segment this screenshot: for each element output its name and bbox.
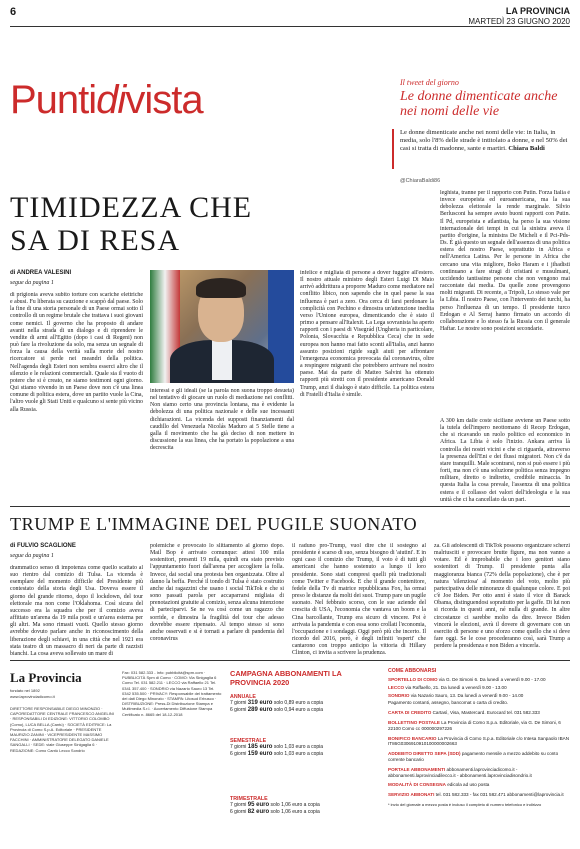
tweet-title: Le donne dimenticate anche nei nomi delle vie	[400, 89, 558, 119]
article1-byline: di ANDREA VALESINI	[10, 270, 72, 276]
article2-col3: il raduno pro-Trump, vuol dire che il sostegno al presidente è scarso di suo, senza bisogno di 'aiutini'. E in ogni caso il comizio che Trump, il voto è di tutti gli americani che hanno sostenuto a lungo il loro presidente. Sono stati compresi quelli più tradizionali come Twitter e Facebook. E che il grande contenitore, fedele della Tv di matrice repubblicana Fox, ha ormai preso le distanze da molti dei suoi. Trump pare un pugile suonato. Nel febbraio scorso, con le sue aziende del crescita di USA, l'economia che vantava un boom e la Cina barcollante, Trump era sicuro di vincere. Poi è arrivata la pandemia e con essa sono crollati l'economia, l'occupazione e i sondaggi. Oggi però più che incerto. Il ricordo del 2016, però, è degli infiniti 'esperti' che cantarono con troppo anticipo la vittoria di Hillary Clinton, ci invita a scrivere la prudenza.	[292, 543, 426, 655]
top-rule	[10, 26, 570, 27]
article2-headline: TRUMP E L'IMMAGINE DEL PUGILE SUONATO	[10, 514, 418, 534]
footer-masthead-info: DIRETTORE RESPONSABILE DIEGO MINONZIO · CAPOREDATTORE CENTRALE FRANCESCO ANGELINI · RESPONSABILI DI EDIZIONE: VITTORIO COLOMBO (Como), LUCA BELLA (Cantù) · SOCIETÀ EDITRICE: La Provincia di Como S.p.A. Editoriale · PRESIDENTE MAURIZIO ZANINI · VICEPRESIDENTE MASSIMO FACCHINI · AMMINISTRATORE DELEGATO DANIELE SANGALLI · SEDE: viale Giuseppe Sinigaglia 6 · REDAZIONE: Como Cantù Lecco Sondrio	[10, 706, 114, 753]
annuale-heading: ANNUALE	[230, 694, 256, 700]
semestrale-heading: SEMESTRALE	[230, 738, 267, 744]
article2-byline: di FULVIO SCAGLIONE	[10, 543, 76, 549]
page-number: 6	[10, 6, 17, 18]
section-title-a: Punti	[10, 78, 97, 122]
photo-shirt	[212, 340, 232, 380]
subscribe-item: LECCO via Raffaello, 21. Da lunedì a venerdì 9.00 - 13.00	[388, 684, 507, 690]
article1-col1: di prigionia aveva subito torture con scariche elettriche e abusi. Fu liberata su cauzione e scappò dal paese. Solo la fine di una storia personale di un Paese ormai sotto il controllo di un regime brutale che trattava i suoi giovani come nemici. Il governo che ha proposto di andare avanti nella strada di un dialogo e di riprendere le vendite di armi all'Egitto (dopo i casi di Regeni) non può fare la rivoluzione da solo, ma senza un segnale di forza la causa della verità sulla morte del nostro ricercatore si perde nei meandri della politica. Nell'agenda degli Esteri non sembra esserci altro che il silenzio e le relazioni commerciali. Quale sia il vuoto di potere che si è creato, ne siamo testimoni ogni giorno. Qui stiamo vivendo in un Paese dove non c'è una linea comune di politica estera, dove un partito vuole la Cina, l'altro vuole gli Stati Uniti e qualcuno si sente più vicino alla Russia.	[10, 292, 143, 413]
subscribe-item: SONDRIO via Nazario Sauro, 13. Da lunedì a venerdì 9.00 - 14.00	[388, 692, 524, 698]
subscribe-item: SPORTELLO DI COMO via G. De Simoni 6. Da lunedì a venerdì 9.00 - 17.00	[388, 677, 546, 682]
section-title-b: di	[96, 78, 126, 122]
footer-publisher-info: Fax: 031 582.333 - Info: pubblicità@spm.com · PUBBLICITÀ Spm di Como · COMO: Via Sinigaglia 6 Como Tel. 031 582.211 · LECCO via Raffaello 21 Tel. 0341 357.400 · SONDRIO via Nazario Sauro 13 Tel. 0342 535.500 · PRIVACY: Responsabile del trattamento dei dati Diego Minonzio · STAMPA: Litosud Erbusco · DISTRIBUZIONE: Press-Di Distribuzione Stampa e Multimedia S.r.l. · Accertamento Diffusione Stampa Certificato n. 8665 del 18-12-2018	[122, 670, 222, 717]
article1-segue: segue da pagina 1	[10, 280, 54, 286]
article2-segue: segue da pagina 1	[10, 553, 54, 559]
subscribe-item: ADDEBITO DIRETTO SEPA (SDD) pagamento mensile a mezzo addebito su conto corrente bancario	[388, 751, 559, 762]
footer-logo: La Provincia	[10, 670, 82, 685]
subscribe-item: BONIFICO BANCARIO La Provincia di Como S.p.a. Editoriale c/o Intesa Sanpaolo IBAN IT86G0306910910100000002663	[388, 735, 570, 747]
subscribe-item[interactable]: PORTALE ABBONAMENTI abbonamenti.laprovinciadicomo.it - abbonamenti.laprovinciadilecco.it - abbonamenti.laprovinciadisondrio.it	[388, 766, 532, 778]
semestrale-line-2: 6 giorni 159 euro solo 1,03 euro a copia	[230, 750, 324, 757]
tweet-author: Chiara Baldi	[508, 145, 545, 153]
masthead	[468, 6, 570, 27]
article1-headline: TIMIDEZZA CHE SA DI RESA	[10, 191, 253, 257]
annuale-line-2: 6 giorni 289 euro solo 0,94 euro a copia	[230, 706, 324, 713]
subscribe-item: BOLLETTINO POSTALE La Provincia di Como S.p.a. Editoriale, via G. De Simoni, 6 22100 Como cc 000000297226	[388, 719, 561, 731]
campaign-title: CAMPAGNA ABBONAMENTI LA PROVINCIA 2020	[230, 669, 342, 687]
article1-col3: infelice e migliaia di persone a dover fuggire all'estero. Il nostro attuale ministro degli Esteri Luigi Di Maio arrivò addirittura a proporre Maduro come mediatore nel conflitto libico, non sapendo che in quel paese la sua influenza è pari a zero. Ora cerca di farsi perdonare la complicità con Pechino e dimostra un'attenzione inedita verso l'Unione europea, dimenticando che è stato il primo a pensare all'Italexit. La Lega sovranista ha aperto rapporti con i paesi di Visegrád (Ungheria in particolare, Polonia, Slovacchia e Repubblica Ceca) che in sede europea non hanno mai fatto sconti all'Italia, anzi hanno assunto posizioni rigide sugli aiuti per affrontare l'emergenza economica provocata dal coronavirus, oltre a respingere migranti che potrebbero arrivare nel nostro paese. Mai da parte di Matteo Salvini ha ottenuto rapporti più stretti con il presidente americano Donald Trump, anzi il dialogo è stato difficile. La politica estera di Fratelli d'Italia è simile.	[300, 270, 434, 398]
subscribe-item[interactable]: SERVIZIO ABBONATI tel. 031 582.333 - fax 031 582.471 abbonamenti@laprovincia.it	[388, 792, 564, 798]
photo-hair	[196, 278, 246, 298]
trimestrale-heading: TRIMESTRALE	[230, 796, 268, 802]
footer-rule	[10, 660, 570, 661]
trimestrale-line-2: 6 giorni 82 euro solo 1,06 euro a copia	[230, 808, 320, 815]
mid-rule	[10, 506, 570, 507]
subscribe-item: CARTA DI CREDITO Cartasì, Visa, Mastercard. Eurocard tel. 031 582.333	[388, 710, 540, 716]
article2-col1: drammatico senso di impotenza come quello scattato al suo rientro dal comizio di Tulsa. La vicenda è esemplare del momento difficile del Presidente più contestato della storia degli Usa. Doveva essere il giorno del grande ritorno, dopo il lockdown, del tour elettorale ma non come l'Oklahoma. Così sicura del successo era la squadra che per il comizio aveva affittato un'arena da 19 mila posti e un'area esterna per gli altri. Ma sono rimasti vuoti. Quello stesso giorno avrebbe dovuto parlare anche in riconoscimento della liberazione degli schiavi, in una città che nel 1921 era stata teatro di un massacro di neri da parte di razzisti bianchi. La cosa aveva sollevato un mare di	[10, 565, 143, 655]
article2-col2: polemiche e provocato lo slittamento al giorno dopo. Mail Bop è arrivato comunque: attesi 100 mila sostenitori, presenti 19 mila, quindi era stato previsto l'appuntamento fuori dall'arena per accogliere la folla. Invece, dai social una protesta ben organizzata. Oltre al danno la beffa. Perché il tondo di Tulsa è stato costruito anche dai ragazzini che usano i social TikTok e che si sono passati parola per accaparrarsi migliaia di prenotazioni gratuite al comizio, senza alcuna intenzione di parteciparvi. Se ne va così come un ragazzo che sorride, e dimostra la fragilità del tour che adesso dovrebbe essere ripensato. Al tempo stesso si sono anche osservati e si è tornati a parlare di pandemia del coronavirus	[150, 543, 284, 643]
tweet-body	[400, 129, 570, 154]
trimestrale-line-1: 7 giorni 95 euro solo 1,06 euro a copia	[230, 802, 320, 808]
tweet-text: Le donne dimenticate anche nei nomi delle vie: in Italia, in media, solo l'8% delle strade è intitolato a donne, e nel 50% dei casi si tratta di madonne, sante e martiri.	[400, 129, 568, 153]
subscribe-note: * invio del giornale a mezzo posta è incluso il completo di numero telefonico e indirizzo	[388, 801, 542, 807]
subscribe-title: COME ABBONARSI	[388, 668, 437, 674]
article2-col4: za. Gli adolescenti di TikTok possono organizzare scherzi malriusciti e provocare brutte figure, ma non vanno a votare. Ed è improbabile che i loro genitori siano sostenitori di Trump. Il presidente punta alla maggioranza bianca (72% della popolazione), che è per natura 'silenziosa' al momento del voto, molto più partecipativa delle minoranze di qualunque colore. E poi c'è Joe Biden. Per otto anni è stato il vice di Barack Obama, distinguendosi soprattutto per la gaffe. Di lui non si ricorda in questi anni, né nulla di grande. In altre circostanze ci sarebbe molto da dire. Invece Biden vincerà le elezioni, avrà il dovere di governare con un esercito di persone e uno sforzo come quello che si deve fare oggi. Se le cose procederanno così, sarà Trump a perdere la presidenza e non Biden a vincerla.	[434, 543, 570, 650]
tweet-label: Il tweet del giorno	[400, 78, 459, 87]
article1-col4b: A 300 km dalle coste siciliane avviene un Paese sotto la tutela dell'impero neottomano di Recep Erdogan, che si ricavando un ruolo politico ed economico in Africa. La Libia è solo l'inizio. Ankara arriva là controlla dei nostri vicini e che ci riguarda, attraverso la presenza dell'Eni e dei flussi migratori. Non c'è da stare tranquilli. Male scontrarsi, non si può essere i più forti, ma non c'è una soluzione politica senza impegno militare, diretto o indiretto, credibile minaccia. In questa Italia la cosa prevale, l'assenza di una politica estera e il collasso dei valori dell'ideologia e la sua unità che ci ha cancellato da un pari.	[440, 418, 570, 502]
tweet-accent-bar	[392, 129, 394, 169]
tweet-handle[interactable]: @ChiaraBaldi86	[400, 178, 441, 184]
subscribe-item: Pagamento contanti, assegno, bancomat o carta di credito.	[388, 700, 509, 706]
semestrale-line-1: 7 giorni 185 euro solo 1,03 euro a copia	[230, 744, 324, 750]
brand-name: LA PROVINCIA	[505, 6, 570, 16]
article1-col2: interessi e gli ideali (se la parola non suona troppo desueta) nel tentativo di giocare un ruolo di mediazione nei conflitti. Non siamo certo una provincia lontana, ma è evidente la debolezza di una politica nazionale e delle sue incessanti dichiarazioni. La vicenda dei supposti finanziamenti dal caudillo del Venezuela Nicolás Maduro ai 5 Stelle tiene a galla il movimento che ha già deciso di non mettere in discussione la sua linea, che ha portato la popolazione a una decrescita	[150, 388, 294, 452]
section-title	[10, 80, 203, 120]
campaign-trimestrale	[230, 796, 380, 815]
subscribe-box	[388, 668, 570, 846]
issue-date: MARTEDÌ 23 GIUGNO 2020	[468, 17, 570, 26]
annuale-line-1: 7 giorni 319 euro solo 0,89 euro a copia	[230, 700, 324, 706]
article1-photo	[150, 270, 294, 383]
footer-site[interactable]: www.laprovinciadicomo.it	[10, 694, 55, 699]
footer-founded: fondato nel 1892	[10, 688, 40, 693]
campaign-annuale	[230, 694, 380, 713]
section-title-c: vista	[125, 78, 203, 122]
article1-col4: leghista, tranne per il rapporto con Putin. Forza Italia è invece europeista ed euroamericana, ma la sua debolezza elettorale la rende marginale. Silvio Berlusconi ha sempre avuto buoni rapporti con Putin. Il Pd, europeista e atlantista, ha perso la sua visione internazionale dei tempi in cui la sinistra aveva il partito d'origine, la ministra De Micheli e il Pci-Pds-Ds. È già questo un segnale dell'assenza di una politica estera del nostro Paese, soprattutto in Africa e nell'America Latina. Per le persone in Africa che cercano una vita migliore, Boko Haram e i jihadisti continuano a fare stragi di cristiani e musulmani, uccidendo tantissime persone che non vengono mai raccontate dai media. Da quelle zone provengono molti migranti. Di recente, a Tripoli, Lo stesso vale per la Libia. Il nostro Paese, con l'intervento dei turchi, ha perso l'influenza di un tempo. Il presidente turco Erdogan e Al Serraj hanno firmato un accordo di collaborazione e lo stesso fa la Russia con il generale Haftar. Le nostre sono posizioni secondarie.	[440, 190, 570, 332]
campaign-semestrale	[230, 738, 380, 757]
subscribe-item: MODALITÀ DI CONSEGNA edicola ad uso posta	[388, 782, 490, 788]
